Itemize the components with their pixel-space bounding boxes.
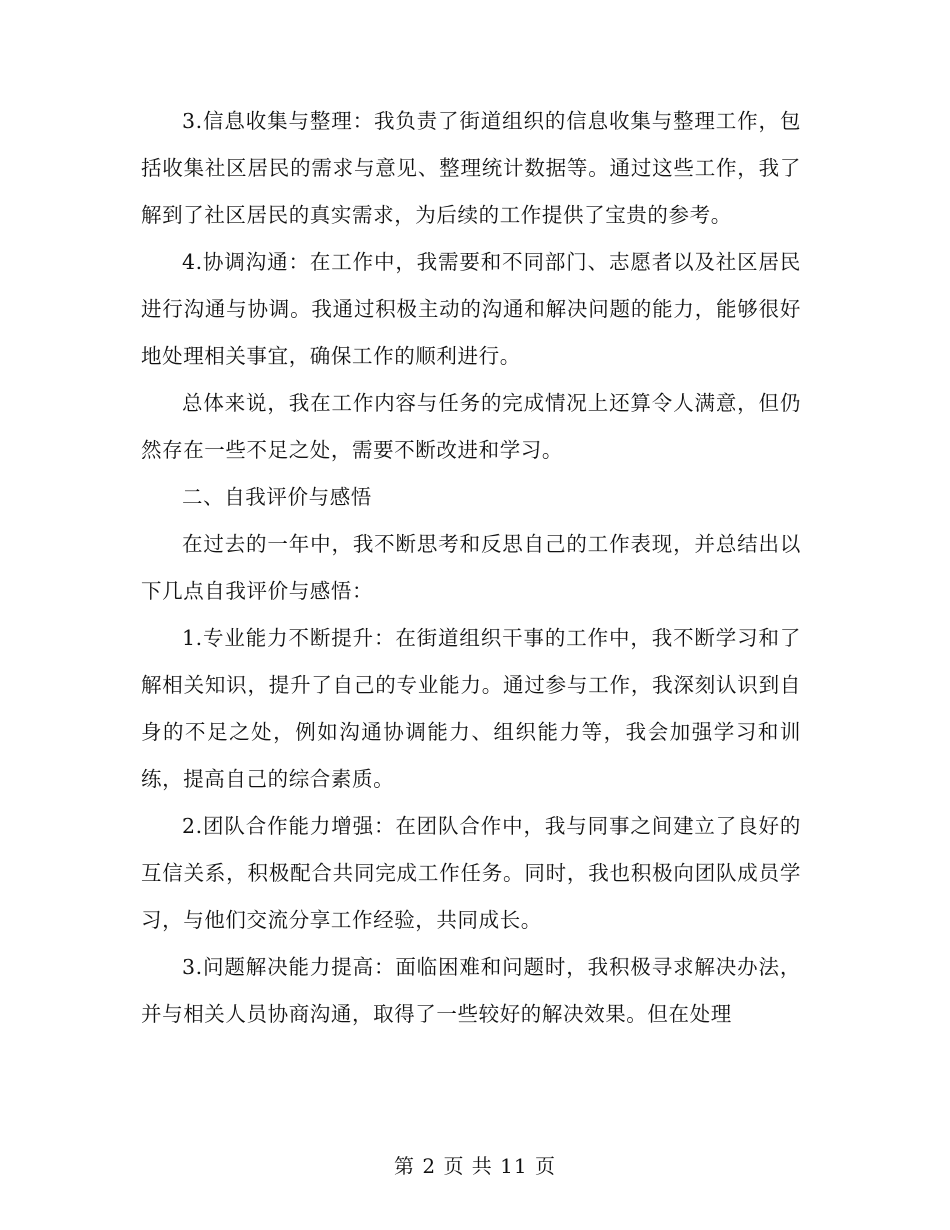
page-number-footer: 第 2 页 共 11 页 (394, 1154, 556, 1178)
paragraph-coordination: 4.协调沟通：在工作中，我需要和不同部门、志愿者以及社区居民进行沟通与协调。我通过积极主动的沟通和解决问题的能力，能够很好地处理相关事宜，确保工作的顺利进行。 (141, 250, 801, 368)
section-heading-self-evaluation: 二、自我评价与感悟 (182, 485, 372, 509)
paragraph-problem-solving: 3.问题解决能力提高：面临困难和问题时，我积极寻求解决办法，并与相关人员协商沟通，取得了一些较好的解决效果。但在处理 (141, 955, 801, 1026)
paragraph-self-evaluation-intro: 在过去的一年中，我不断思考和反思自己的工作表现，并总结出以下几点自我评价与感悟： (141, 532, 801, 603)
paragraph-info-collection: 3.信息收集与整理：我负责了街道组织的信息收集与整理工作，包括收集社区居民的需求与意见、整理统计数据等。通过这些工作，我了解到了社区居民的真实需求，为后续的工作提供了宝贵的参考。 (141, 109, 801, 227)
paragraph-teamwork: 2.团队合作能力增强：在团队合作中，我与同事之间建立了良好的互信关系，积极配合共同完成工作任务。同时，我也积极向团队成员学习，与他们交流分享工作经验，共同成长。 (141, 814, 801, 932)
document-body (141, 98, 801, 1038)
paragraph-summary: 总体来说，我在工作内容与任务的完成情况上还算令人满意，但仍然存在一些不足之处，需要不断改进和学习。 (141, 391, 801, 462)
paragraph-professional-ability: 1.专业能力不断提升：在街道组织干事的工作中，我不断学习和了解相关知识，提升了自己的专业能力。通过参与工作，我深刻认识到自身的不足之处，例如沟通协调能力、组织能力等，我会加强学习和训练，提高自己的综合素质。 (141, 626, 801, 791)
